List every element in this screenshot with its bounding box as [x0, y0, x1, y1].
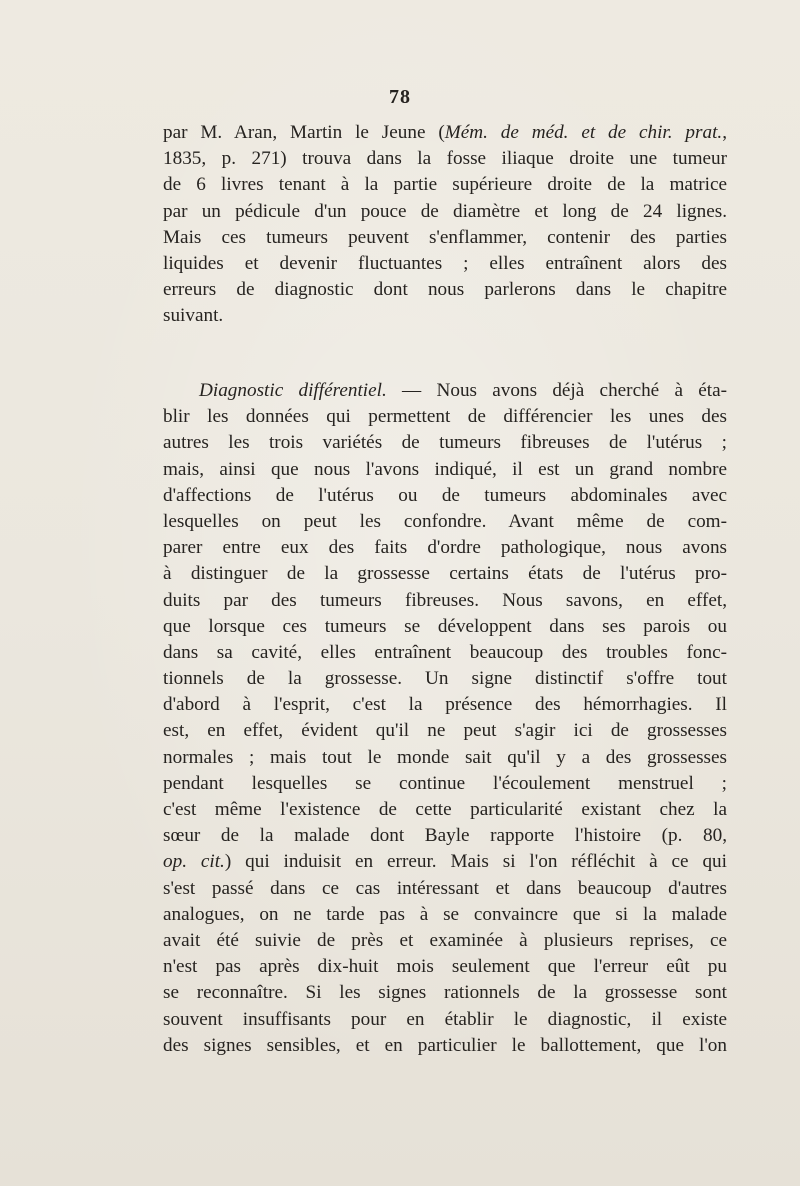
text-line: par M. Aran, Martin le Jeune (Mém. de méd. et de chir. prat.,: [163, 122, 727, 143]
text-line: liquides et devenir fluctuantes ; elles entraînent alors des: [163, 252, 727, 274]
text-line: tionnels de la grossesse. Un signe distinctif s'offre tout: [163, 668, 727, 690]
text-line: lesquelles on peut les confondre. Avant même de com-: [163, 510, 727, 532]
text-line: Mais ces tumeurs peuvent s'enflammer, contenir des parties: [163, 226, 727, 248]
text-line: sœur de la malade dont Bayle rapporte l'histoire (p. 80,: [163, 825, 727, 847]
text-line: se reconnaître. Si les signes rationnels de la grossesse sont: [163, 982, 727, 1004]
text-line: normales ; mais tout le monde sait qu'il y a des grossesses: [163, 746, 727, 768]
section-heading: Diagnostic différentiel.: [199, 380, 387, 401]
text-line: de 6 livres tenant à la partie supérieure droite de la matrice: [163, 174, 727, 196]
citation: op. cit.: [163, 851, 225, 873]
text-line: analogues, on ne tarde pas à se convaincre que si la malade: [163, 903, 727, 925]
text-line: n'est pas après dix-huit mois seulement que l'erreur eût pu: [163, 956, 727, 978]
text-line: Diagnostic différentiel. — Nous avons déjà cherché à éta-: [199, 380, 727, 401]
text-line: parer entre eux des faits d'ordre pathologique, nous avons: [163, 537, 727, 559]
text-line: des signes sensibles, et en particulier le ballottement, que l'on: [163, 1034, 727, 1056]
text-line: op. cit.) qui induisit en erreur. Mais si l'on réfléchit à ce qui: [163, 851, 727, 873]
text-line: par un pédicule d'un pouce de diamètre et long de 24 lignes.: [163, 200, 727, 222]
text-line: mais, ainsi que nous l'avons indiqué, il est un grand nombre: [163, 458, 727, 480]
text-line: duits par des tumeurs fibreuses. Nous savons, en effet,: [163, 589, 727, 611]
text-line: que lorsque ces tumeurs se développent dans ses parois ou: [163, 615, 727, 637]
text-line: blir les données qui permettent de différencier les unes des: [163, 406, 727, 428]
paragraph-2: [163, 378, 727, 1059]
text-line: d'abord à l'esprit, c'est la présence des hémorrhagies. Il: [163, 694, 727, 716]
page-number: 78: [389, 86, 411, 108]
text-line: autres les trois variétés de tumeurs fibreuses de l'utérus ;: [163, 432, 727, 454]
text-line: avait été suivie de près et examinée à plusieurs reprises, ce: [163, 929, 727, 951]
text-line: souvent insuffisants pour en établir le diagnostic, il existe: [163, 1008, 727, 1030]
text-line: est, en effet, évident qu'il ne peut s'agir ici de grossesses: [163, 720, 727, 742]
text-line: c'est même l'existence de cette particularité existant chez la: [163, 799, 727, 820]
text-line: suivant.: [163, 305, 224, 327]
text-line: pendant lesquelles se continue l'écoulement menstruel ;: [163, 772, 727, 794]
text-line: 1835, p. 271) trouva dans la fosse iliaque droite une tumeur: [163, 148, 727, 170]
paragraph-1: [163, 120, 727, 330]
citation: Mém. de méd. et de chir. prat.: [444, 122, 723, 143]
text-line: s'est passé dans ce cas intéressant et dans beaucoup d'autres: [163, 877, 727, 899]
text-line: dans sa cavité, elles entraînent beaucoup des troubles fonc-: [163, 641, 727, 663]
text-line: à distinguer de la grossesse certains états de l'utérus pro-: [163, 563, 727, 585]
text-line: d'affections de l'utérus ou de tumeurs abdominales avec: [163, 484, 727, 506]
text-line: erreurs de diagnostic dont nous parlerons dans le chapitre: [163, 279, 727, 301]
